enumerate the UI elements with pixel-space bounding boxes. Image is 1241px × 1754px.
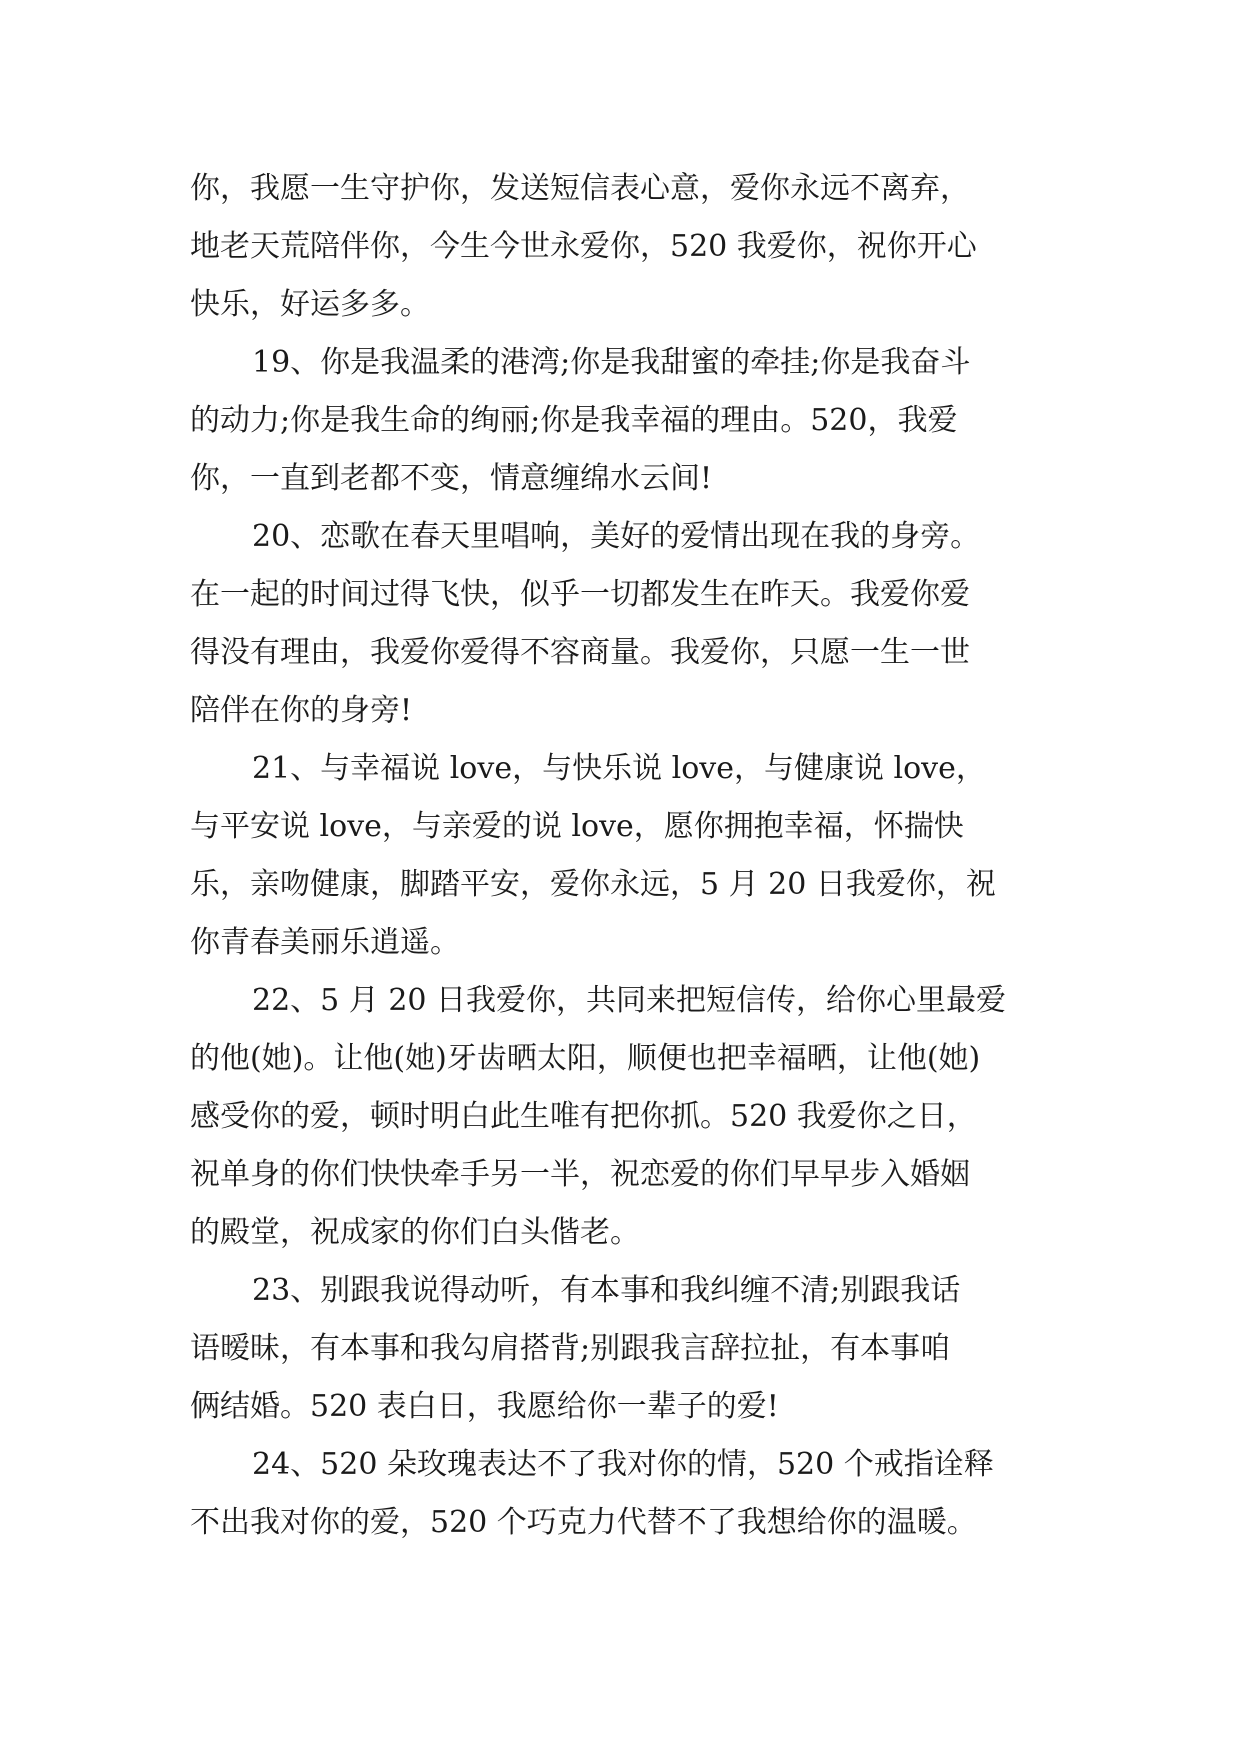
text-line: 在一起的时间过得飞快，似乎一切都发生在昨天。我爱你爱 (190, 577, 970, 612)
text-line: 祝单身的你们快快牵手另一半，祝恋爱的你们早早步入婚姻 (190, 1157, 970, 1192)
text-line: 不出我对你的爱，520 个巧克力代替不了我想给你的温暖。 (190, 1505, 977, 1540)
text-line: 你青春美丽乐逍遥。 (190, 925, 460, 960)
text-line: 乐，亲吻健康，脚踏平安，爱你永远，5 月 20 日我爱你，祝 (190, 867, 996, 902)
text-line: 的动力;你是我生命的绚丽;你是我幸福的理由。520，我爱 (190, 403, 958, 438)
text-line: 得没有理由，我爱你爱得不容商量。我爱你，只愿一生一世 (190, 635, 970, 670)
document-body (190, 160, 1070, 1552)
text-line: 俩结婚。520 表白日，我愿给你一辈子的爱! (190, 1389, 779, 1424)
paragraph-23-first-line: 23、别跟我说得动听，有本事和我纠缠不清;别跟我话 (252, 1273, 961, 1308)
paragraph-21-first-line: 21、与幸福说 love，与快乐说 love，与健康说 love， (252, 751, 986, 786)
text-line: 感受你的爱，顿时明白此生唯有把你抓。520 我爱你之日， (190, 1099, 977, 1134)
text-line: 与平安说 love，与亲爱的说 love，愿你拥抱幸福，怀揣快 (190, 809, 964, 844)
text-line: 你，我愿一生守护你，发送短信表心意，爱你永远不离弃， (190, 171, 970, 206)
text-line: 陪伴在你的身旁! (190, 693, 413, 728)
paragraph-19-first-line: 19、你是我温柔的港湾;你是我甜蜜的牵挂;你是我奋斗 (252, 345, 971, 380)
paragraph-22-first-line: 22、5 月 20 日我爱你，共同来把短信传，给你心里最爱 (252, 983, 1007, 1018)
text-line: 语暧昧，有本事和我勾肩搭背;别跟我言辞拉扯，有本事咱 (190, 1331, 951, 1366)
paragraph-24-first-line: 24、520 朵玫瑰表达不了我对你的情，520 个戒指诠释 (252, 1447, 994, 1482)
text-line: 快乐，好运多多。 (190, 287, 430, 322)
text-line: 你，一直到老都不变，情意缠绵水云间! (190, 461, 713, 496)
text-line: 的殿堂，祝成家的你们白头偕老。 (190, 1215, 640, 1250)
paragraph-20-first-line: 20、恋歌在春天里唱响，美好的爱情出现在我的身旁。 (252, 519, 981, 554)
text-line: 的他(她)。让他(她)牙齿晒太阳，顺便也把幸福晒，让他(她) (190, 1041, 981, 1076)
text-line: 地老天荒陪伴你，今生今世永爱你，520 我爱你，祝你开心 (190, 229, 977, 264)
